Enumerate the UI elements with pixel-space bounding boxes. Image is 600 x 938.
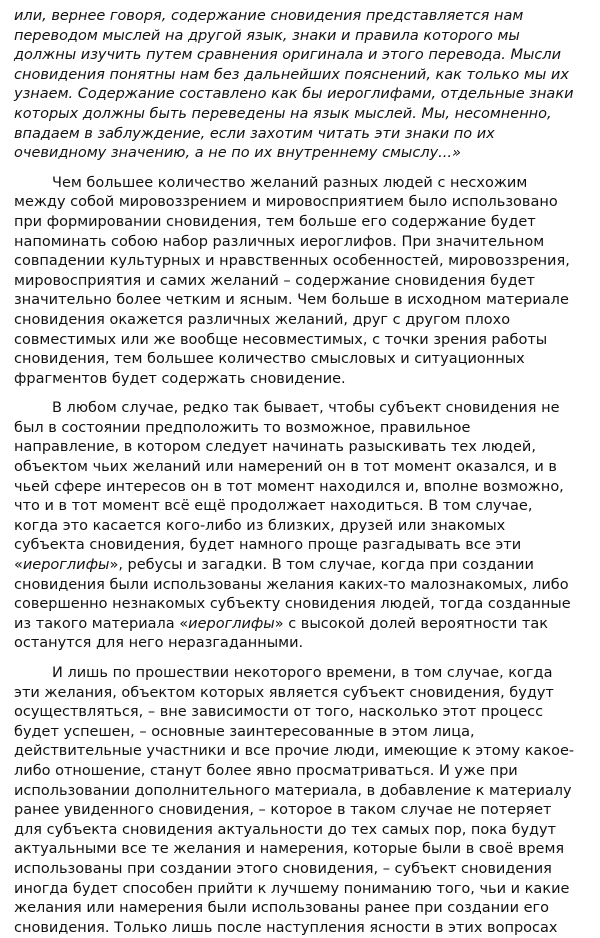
emphasis-hieroglyphs: иероглифы [188, 615, 275, 632]
paragraph-text-segment: В любом случае, редко так бывает, чтобы субъект сновидения не был в состоянии предположить то возможное, правильное направление, в котором следует начинать разыскивать тех людей, объектом чьих желаний или намерений он в тот момент оказался, и в чьей сфере интересов он в тот момент находился и, вполне возможно, что и в тот момент всё ещё продолжает находиться. В том случае, когда это касается кого-либо из близких, друзей или знакомых субъекта сновидения, будет намного проще разгадывать все эти « [14, 400, 564, 574]
body-paragraph-dream-subject [14, 399, 576, 654]
body-paragraph-over-time: И лишь по прошествии некоторого времени, в том случае, когда эти желания, объектом которых является субъект сновидения, будут осуществляться, – вне зависимости от того, насколько этот процесс будет успешен, – основные заинтересованные в этом лица, действительные участники и все прочие люди, имеющие к этому какое-либо отношение, станут более явно просматриваться. И уже при использовании дополнительного материала, в добавление к материалу ранее увиденного сновидения, – которое в таком случае не потеряет для субъекта сновидения актуальности до тех самых пор, пока будут актуальными все те желания и намерения, которые были в своё время использованы при создании этого сновидения, – субъект сновидения иногда будет способен прийти к лучшему пониманию того, чьи и какие желания или намерения были использованы ранее при создании его сновидения. Только лишь после наступления ясности в этих вопросах [14, 665, 575, 936]
paragraph-text-segment: », ребусы и загадки. В том случае, когда при создании сновидения были использованы желания каких-то малознакомых, либо совершенно незнакомых субъекту сновидения людей, тогда созданные из такого материала « [14, 557, 571, 632]
quote-paragraph: или, вернее говоря, содержание сновидения представляется нам переводом мыслей на другой язык, знаки и правила которого мы должны изучить путем сравнения оригинала и этого перевода. Мысли сновидения понятны нам без дальнейших пояснений, как только мы их узнаем. Содержание составлено как бы иероглифами, отдельные знаки которых должны быть переведены на язык мыслей. Мы, несомненно, впадаем в заблуждение, если захотим читать эти знаки по их очевидному значению, а не по их внутреннему смыслу...» [14, 8, 574, 162]
paragraph-text-segment: » с высокой долей вероятности так останутся для него неразгаданными. [14, 615, 549, 652]
body-paragraph-hieroglyph-set: Чем большее количество желаний разных людей с несхожим между собой мировоззрением и мировосприятием было использовано при формировании сновидения, тем больше его содержание будет напоминать собою набор различных иероглифов. При значительном совпадении культурных и нравственных особенностей, мировоззрения, мировосприятия и самих желаний – содержание сновидения будет значительно более четким и ясным. Чем больше в исходном материале сновидения окажется различных желаний, друг с другом плохо совместимых или же вообще несовместимых, с точки зрения работы сновидения, тем большее количество смысловых и ситуационных фрагментов будет содержать сновидение. [14, 174, 570, 387]
emphasis-hieroglyphs: иероглифы [22, 557, 110, 574]
